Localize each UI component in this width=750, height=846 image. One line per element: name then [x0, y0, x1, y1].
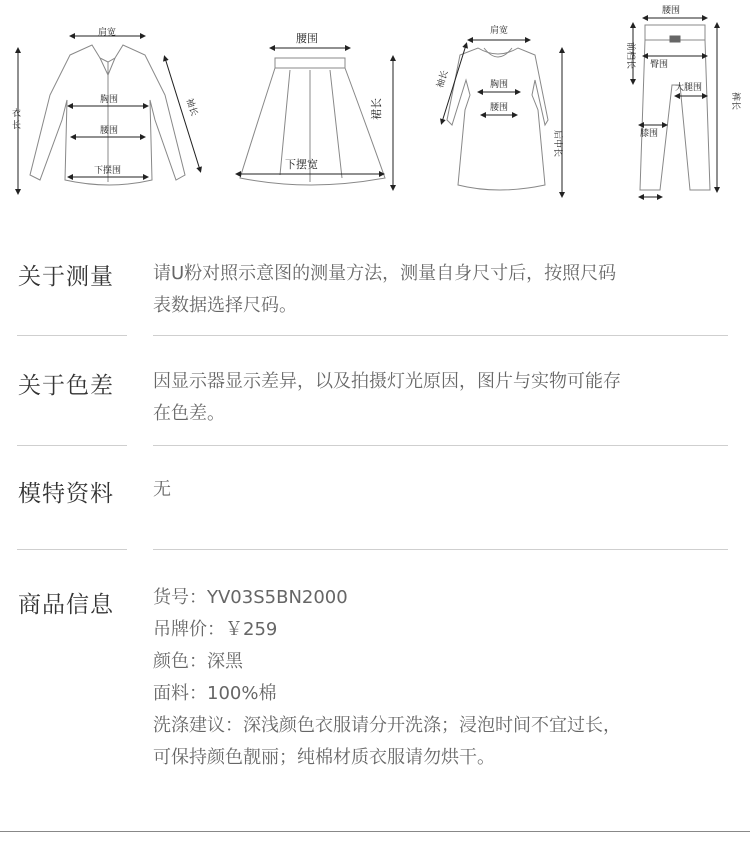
shirt-length-label-bottom: 长 [12, 121, 22, 131]
divider-left [17, 549, 127, 550]
dress-chest-label: 胸围 [490, 80, 509, 90]
divider-left [17, 335, 127, 336]
skirt-hem-label: 下摆宽 [285, 158, 318, 171]
product-fabric: 面料：100%棉 [153, 683, 277, 704]
bottom-divider [0, 831, 750, 832]
pants-hip-label: 臀围 [650, 60, 669, 70]
body-line: 表数据选择尺码。 [153, 295, 297, 316]
section-measurement-title: 关于测量 [18, 264, 114, 290]
shirt-length-label-top: 衣 [12, 109, 22, 119]
body-line: 在色差。 [153, 403, 225, 424]
body-line: 因显示器显示差异，以及拍摄灯光原因，图片与实物可能存 [153, 371, 621, 392]
skirt-waist-label: 腰围 [296, 32, 318, 45]
product-sku: 货号：YV03S5BN2000 [153, 587, 348, 608]
measurement-diagram-svg [0, 0, 750, 210]
shirt-chest-label: 胸围 [100, 95, 119, 105]
section-color-title: 关于色差 [18, 373, 114, 399]
pants-outline [640, 25, 710, 190]
shirt-outline [30, 45, 185, 185]
dress-waist-label: 腰围 [490, 103, 509, 113]
product-price: 吊牌价：￥259 [153, 619, 278, 640]
shirt-waist-label: 腰围 [100, 126, 119, 136]
dress-outline [447, 48, 548, 190]
section-model-title: 模特资料 [18, 481, 114, 507]
body-line: 无 [153, 479, 171, 500]
measurement-diagrams [0, 0, 750, 210]
body-line: 请U粉对照示意图的测量方法，测量自身尺寸后，按照尺码 [153, 263, 617, 284]
section-product-body [153, 582, 733, 774]
skirt-length-label: 裙长 [370, 98, 383, 120]
shirt-hem-label: 下摆围 [94, 166, 122, 176]
shirt-shoulder-label: 肩宽 [98, 28, 117, 38]
divider-right [153, 445, 728, 446]
section-product-title: 商品信息 [18, 592, 114, 618]
dress-shoulder-label: 肩宽 [490, 26, 509, 36]
pants-thigh-label: 大腿围 [675, 83, 703, 93]
dress-length-label: 后中长 [552, 130, 562, 158]
product-color: 颜色：深黑 [153, 651, 243, 672]
product-washing-2: 可保持颜色靓丽；纯棉材质衣服请勿烘干。 [153, 747, 495, 768]
product-washing-1: 洗涤建议：深浅颜色衣服请分开洗涤；浸泡时间不宜过长， [153, 715, 621, 736]
pants-waist-label: 腰围 [662, 6, 681, 16]
divider-left [17, 445, 127, 446]
pants-knee-label: 膝围 [640, 129, 659, 139]
section-measurement-body [153, 258, 733, 322]
divider-right [153, 335, 728, 336]
dress-sleeve-label: 袖长 [435, 69, 451, 90]
pants-front-rise-label: 前档长 [625, 42, 635, 70]
divider-right [153, 549, 728, 550]
section-color-body [153, 366, 733, 430]
shirt-sleeve-label: 袖长 [183, 97, 199, 118]
pants-length-label: 裤长 [730, 92, 740, 111]
section-model-body [153, 474, 733, 506]
